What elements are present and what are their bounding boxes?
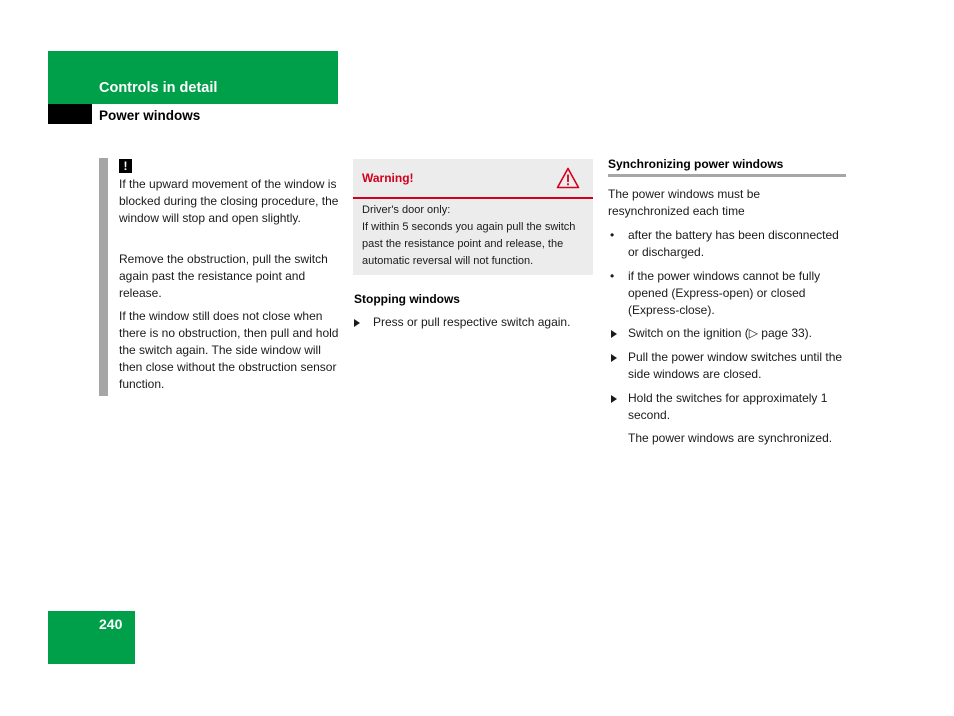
note-paragraph: If the window still does not close when there is no obstruction, then pull and hold the switch again. The side window will then close without the obstruction sensor function. [119, 309, 339, 391]
note-paragraph: Remove the obstruction, pull the switch again past the resistance point and release. [119, 252, 328, 300]
sync-step: Hold the switches for approximately 1 second. [628, 391, 828, 422]
sync-step: Pull the power window switches until the side windows are closed. [628, 350, 843, 381]
warning-body: If within 5 seconds you again pull the switch past the resistance point and release, the automatic reversal will not function. [362, 221, 576, 267]
section-tab-marker [48, 104, 92, 124]
subsection-title: Power windows [99, 108, 201, 123]
header-bar [48, 51, 338, 104]
step-arrow-icon [611, 330, 617, 338]
page-number: 240 [99, 616, 123, 632]
warning-divider [353, 197, 593, 199]
sync-bullet: if the power windows cannot be fully opened (Express-open) or closed (Express-close). [628, 269, 821, 317]
bullet-icon: • [610, 269, 615, 283]
step-arrow-icon [354, 319, 360, 327]
note-sidebar [99, 158, 108, 396]
warning-title: Warning! [362, 171, 414, 185]
sync-step: Switch on the ignition (▷ page 33). [628, 326, 813, 340]
warning-lead: Driver's door only: [362, 204, 451, 216]
sync-heading: Synchronizing power windows [608, 157, 784, 171]
stopping-heading: Stopping windows [354, 292, 460, 306]
warning-text [362, 202, 588, 270]
sync-intro: The power windows must be resynchronized each time [608, 187, 761, 218]
step-arrow-icon [611, 395, 617, 403]
sync-bullet: after the battery has been disconnected or discharged. [628, 228, 839, 259]
exclamation-icon: ! [119, 159, 132, 173]
step-arrow-icon [611, 354, 617, 362]
warning-triangle-icon [556, 167, 580, 189]
bullet-icon: • [610, 228, 615, 242]
sync-result: The power windows are synchronized. [628, 431, 833, 445]
section-title: Controls in detail [99, 80, 218, 96]
stopping-step: Press or pull respective switch again. [373, 315, 571, 329]
sync-heading-rule [608, 174, 846, 177]
note-paragraph: If the upward movement of the window is blocked during the closing procedure, the window will stop and open slightly. [119, 177, 339, 225]
